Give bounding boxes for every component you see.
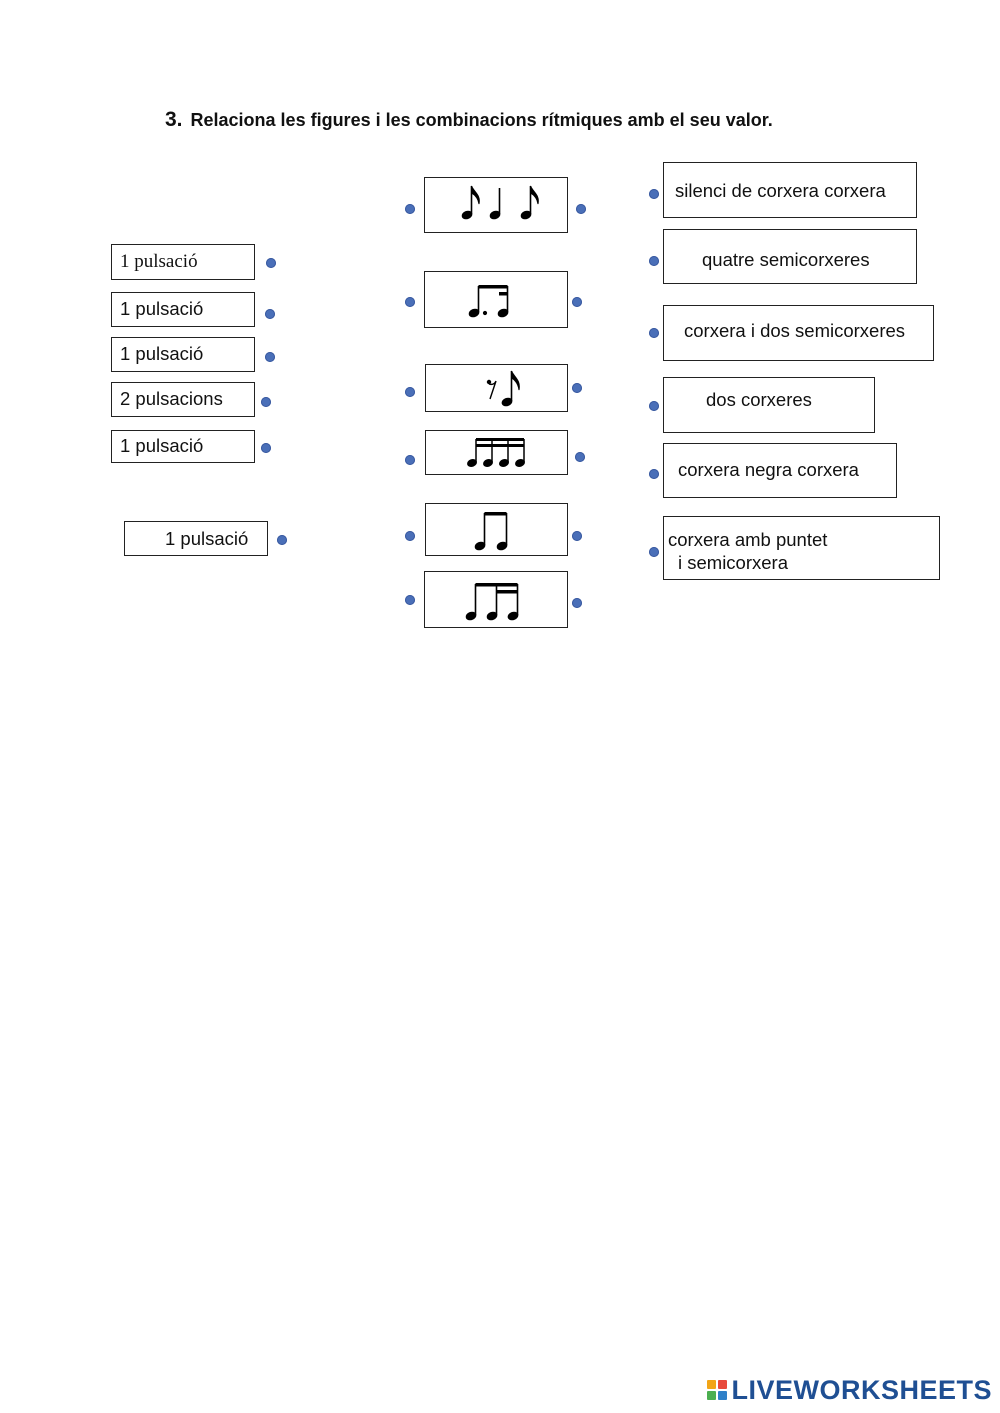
- value-dot-6[interactable]: [277, 535, 287, 545]
- value-dot-4[interactable]: [261, 397, 271, 407]
- figure-box-6[interactable]: [424, 571, 568, 628]
- name-label: silenci de corxera corxera: [675, 180, 886, 201]
- exercise-title: [165, 108, 773, 132]
- figure-dot-right-5[interactable]: [572, 531, 582, 541]
- value-box-3: [111, 337, 255, 372]
- name-dot-6[interactable]: [649, 547, 659, 557]
- figure-box-2[interactable]: [424, 271, 568, 328]
- value-box-4: [111, 382, 255, 417]
- name-box-5: [663, 443, 897, 498]
- value-label: 2 pulsacions: [120, 388, 223, 409]
- value-dot-2[interactable]: [265, 309, 275, 319]
- value-dot-5[interactable]: [261, 443, 271, 453]
- value-label: 1 pulsació: [165, 528, 249, 549]
- name-label: quatre semicorxeres: [702, 249, 870, 270]
- name-label-line1: corxera amb puntet: [668, 529, 828, 550]
- eighth-rest-eighth-icon: [426, 365, 569, 413]
- liveworksheets-logo: [707, 1375, 992, 1405]
- name-dot-4[interactable]: [649, 401, 659, 411]
- name-box-3: [663, 305, 934, 361]
- value-box-6: [124, 521, 268, 556]
- figure-dot-left-6[interactable]: [405, 595, 415, 605]
- figure-dot-right-4[interactable]: [575, 452, 585, 462]
- exercise-number: 3.: [165, 108, 183, 131]
- logo-mark-icon: [707, 1380, 727, 1400]
- figure-dot-left-5[interactable]: [405, 531, 415, 541]
- value-box-5: [111, 430, 255, 463]
- figure-dot-right-6[interactable]: [572, 598, 582, 608]
- eighth-quarter-eighth-icon: [425, 178, 569, 234]
- value-label: 1 pulsació: [120, 251, 198, 272]
- figure-dot-right-2[interactable]: [572, 297, 582, 307]
- figure-dot-left-2[interactable]: [405, 297, 415, 307]
- name-dot-1[interactable]: [649, 189, 659, 199]
- name-label: corxera i dos semicorxeres: [684, 320, 906, 341]
- value-box-1: [111, 244, 255, 280]
- two-eighths-icon: [426, 504, 569, 557]
- value-dot-1[interactable]: [266, 258, 276, 268]
- exercise-instruction: Relaciona les figures i les combinacions rítmiques amb el seu valor.: [190, 110, 773, 130]
- name-box-2: [663, 229, 917, 284]
- name-box-4: [663, 377, 875, 433]
- figure-box-1[interactable]: [424, 177, 568, 233]
- name-label-line2: i semicorxera: [678, 552, 788, 573]
- figure-dot-left-4[interactable]: [405, 455, 415, 465]
- name-dot-2[interactable]: [649, 256, 659, 266]
- figure-box-3[interactable]: [425, 364, 568, 412]
- name-box-6: [663, 516, 940, 580]
- dotted-eighth-sixteenth-icon: [425, 272, 569, 329]
- value-dot-3[interactable]: [265, 352, 275, 362]
- four-sixteenths-icon: [426, 431, 569, 476]
- name-label: dos corxeres: [706, 389, 812, 410]
- figure-dot-right-1[interactable]: [576, 204, 586, 214]
- figure-box-5[interactable]: [425, 503, 568, 556]
- name-dot-3[interactable]: [649, 328, 659, 338]
- value-label: 1 pulsació: [120, 298, 204, 319]
- figure-dot-left-1[interactable]: [405, 204, 415, 214]
- value-label: 1 pulsació: [120, 435, 204, 456]
- figure-dot-left-3[interactable]: [405, 387, 415, 397]
- logo-wordmark: LIVEWORKSHEETS: [731, 1374, 992, 1405]
- value-label: 1 pulsació: [120, 343, 204, 364]
- eighth-two-sixteenths-icon: [425, 572, 569, 629]
- figure-dot-right-3[interactable]: [572, 383, 582, 393]
- name-label: corxera negra corxera: [678, 459, 859, 480]
- value-box-2: [111, 292, 255, 327]
- name-dot-5[interactable]: [649, 469, 659, 479]
- name-box-1: [663, 162, 917, 218]
- figure-box-4[interactable]: [425, 430, 568, 475]
